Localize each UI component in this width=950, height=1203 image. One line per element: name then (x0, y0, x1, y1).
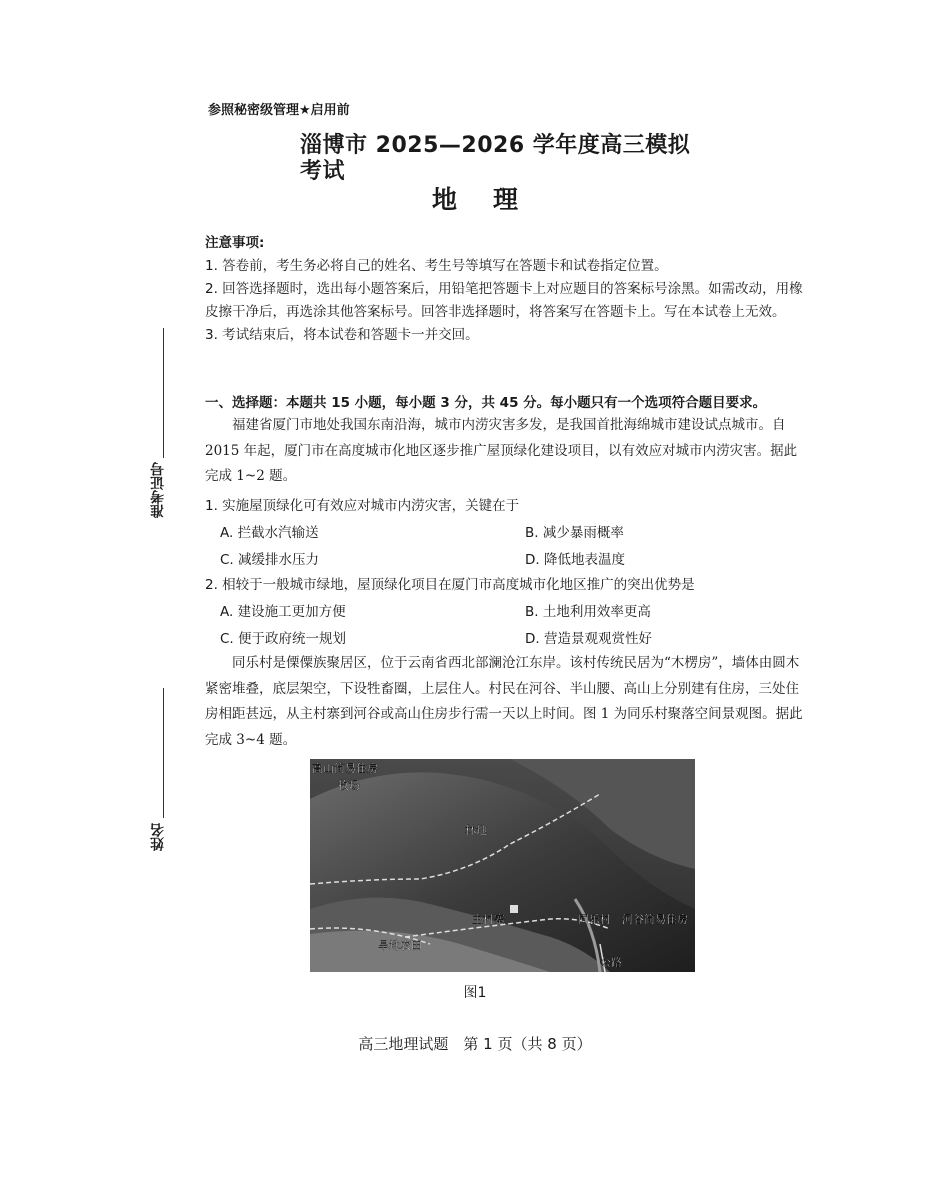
name-label: 姓名 (150, 823, 166, 851)
passage-1: 福建省厦门市地处我国东南沿海，城市内涝灾害多发，是我国首批海绵城市建设试点城市。自 2015 年起，厦门市在高度城市化地区逐步推广屋顶绿化建设项目，以有效应对城市内涝灾害。据此完成 1~2 题。 (205, 417, 798, 484)
q1-option-b: B. 减少暴雨概率 (525, 525, 624, 541)
exam-title-text: 淄博市 2025—2026 学年度高三模拟考试 (300, 133, 691, 184)
q2-option-c: C. 便于政府统一规划 (220, 631, 347, 647)
label-valley-house: 河谷简易住房 (622, 913, 688, 926)
note-item-2: 2. 回答选择题时，选出每小题答案后，用铅笔把答题卡上对应题目的答案标号涂黑。如需改动，用橡皮擦干净后，再选涂其他答案标号。回答非选择题时，将答案写在答题卡上。写在本试卷上无效。 (205, 281, 803, 320)
village-marker (510, 905, 518, 913)
q2-option-b: B. 土地利用效率更高 (525, 604, 651, 620)
question-1-options (220, 521, 720, 573)
label-village: 主村寨 (472, 913, 505, 926)
notes-list (205, 255, 805, 347)
note-item-3: 3. 考试结束后，将本试卷和答题卡一并交回。 (205, 327, 479, 343)
label-pasture: 牧场 (338, 779, 360, 792)
page-footer: 高三地理试题 第 1 页（共 8 页） (358, 1035, 592, 1053)
name-line (163, 688, 164, 818)
subject-title: 地理 (431, 185, 554, 214)
q1-option-a: A. 拦截水汽输送 (220, 525, 319, 541)
question-2-options (220, 600, 720, 652)
exam-id-label: 准考证号 (150, 462, 166, 518)
landscape-image (310, 759, 695, 972)
label-forest: 林地 (465, 824, 487, 837)
notes-heading: 注意事项: (205, 235, 265, 251)
q2-option-a: A. 建设施工更加方便 (220, 604, 346, 620)
section-heading: 一、选择题：本题共 15 小题，每小题 3 分，共 45 分。每小题只有一个选项符合题目要求。 (205, 395, 767, 411)
question-2-stem: 2. 相较于一般城市绿地，屋顶绿化项目在厦门市高度城市化地区推广的突出优势是 (205, 577, 695, 593)
label-dry-farm: 旱地农田 (378, 939, 422, 952)
exam-title (300, 131, 700, 184)
label-high-house: 高山简易住房 (312, 762, 378, 775)
label-tongle: 同乐村 (578, 913, 611, 926)
note-item-1: 1. 答卷前，考生务必将自己的姓名、考生号等填写在答题卡和试卷指定位置。 (205, 258, 668, 274)
secret-mark: 参照秘密级管理★启用前 (208, 103, 350, 118)
q2-option-d: D. 营造景观观赏性好 (525, 631, 652, 647)
exam-id-line (163, 328, 164, 458)
q1-option-d: D. 降低地表温度 (525, 552, 625, 568)
q1-option-c: C. 减缓排水压力 (220, 552, 320, 568)
label-road: 公路 (600, 956, 622, 969)
figure-caption: 图1 (463, 985, 487, 1001)
figure-1-photo (310, 759, 695, 972)
passage-2: 同乐村是傈僳族聚居区，位于云南省西北部澜沧江东岸。该村传统民居为“木楞房”，墙体由圆木紧密堆叠，底层架空，下设牲畜圈，上层住人。村民在河谷、半山腰、高山上分别建有住房，三处住房相距甚远，从主村寨到河谷或高山住房步行需一天以上时间。图 1 为同乐村聚落空间景观图。据此完成 3~4 题。 (205, 655, 803, 748)
question-1-stem: 1. 实施屋顶绿化可有效应对城市内涝灾害，关键在于 (205, 498, 520, 514)
